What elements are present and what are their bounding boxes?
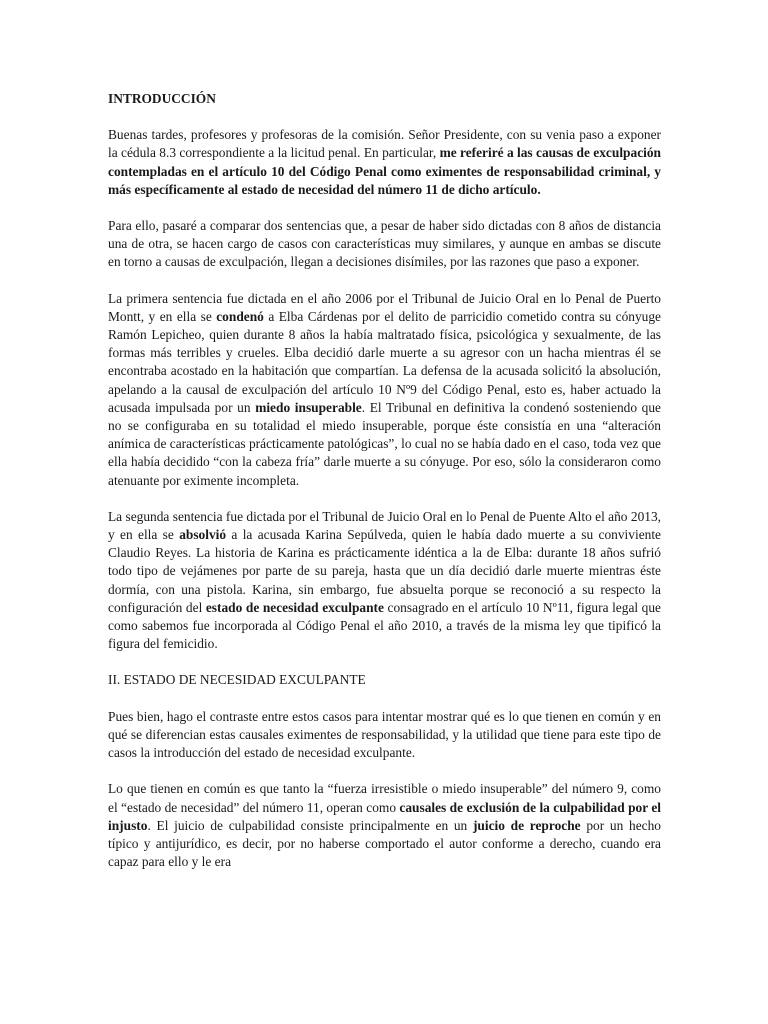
heading-section-2: II. ESTADO DE NECESIDAD EXCULPANTE xyxy=(108,672,366,688)
paragraph-4-text-a: La segunda sentencia fue dictada por el Tribunal de Juicio Oral en lo Penal de Puente Alto el año 2013, y en ella se xyxy=(108,508,661,543)
paragraph-3-bold-miedo: miedo insuperable xyxy=(255,399,362,415)
paragraph-6-text-a: Lo que tienen en común es que tanto la “fuerza irresistible o miedo insuperable” del número 9, como el “estado de necesidad” del número 11, operan como xyxy=(108,781,661,815)
paragraph-6-bold-juicio: juicio de reproche xyxy=(472,817,581,833)
paragraph-3 xyxy=(108,290,661,490)
paragraph-4-text-e: consagrado en el artículo 10 Nº11, figura legal que como sabemos fue incorporada al Código Penal el año 2010, a través de la misma ley que tipificó la figura del femicidio. xyxy=(108,599,662,652)
paragraph-3-text-a: La primera sentencia fue dictada en el año 2006 por el Tribunal de Juicio Oral en lo Penal de Puerto Montt, y en ella se xyxy=(108,290,661,324)
paragraph-6-text-c: . El juicio de culpabilidad consiste principalmente en un xyxy=(147,817,473,833)
paragraph-4-bold-estado: estado de necesidad exculpante xyxy=(205,599,384,615)
paragraph-6-bold-causales: causales de exclusión de la culpabilidad por el injusto xyxy=(108,799,661,833)
paragraph-2: Para ello, pasaré a comparar dos sentencias que, a pesar de haber sido dictadas con 8 años de distancia una de otra, se hacen cargo de casos con características muy similares, y aunque en ambas se discute en torno a causas de exculpación, llegan a decisiones disímiles, por las razones que paso a exponer. xyxy=(108,218,661,270)
paragraph-4-bold-absolvio: absolvió xyxy=(179,527,227,543)
paragraph-4 xyxy=(108,508,661,654)
paragraph-1-bold: me referiré a las causas de exculpación contempladas en el artículo 10 del Código Penal como eximentes de responsabilidad criminal, y más específicamente al estado de necesidad del número 11 de dicho artículo. xyxy=(108,145,661,197)
paragraph-5: Pues bien, hago el contraste entre estos casos para intentar mostrar qué es lo que tienen en común y en qué se diferencian estas causales eximentes de responsabilidad, y la utilidad que tiene para este tipo de casos la introducción del estado de necesidad exculpante. xyxy=(108,708,661,761)
paragraph-3-text-e: . El Tribunal en definitiva la condenó sosteniendo que no se configuraba en su totalidad el miedo insuperable, porque éste consistía en una “alteración anímica de características prácticamente patológicas”, lo cual no se había dado en el caso, toda vez que ella había decidido “con la cabeza fría” darle muerte a su cónyuge. Por eso, sólo la consideraron como atenuante por eximente incompleta. xyxy=(108,399,661,488)
paragraph-1-text: Buenas tardes, profesores y profesoras de la comisión. Señor Presidente, con su venia paso a exponer la cédula 8.3 correspondiente a la licitud penal. En particular, xyxy=(108,127,661,161)
paragraph-6 xyxy=(108,780,661,871)
paragraph-4-text-c: a la acusada Karina Sepúlveda, quien le había dado muerte a su conviviente Claudio Reyes. La historia de Karina es prácticamente idéntica a la de Elba: durante 18 años sufrió todo tipo de vejámenes por parte de su pareja, hasta que un día decidió darle muerte mientras éste dormía, con una pistola. Karina, sin embargo, fue absuelta porque se reconoció a su respecto la configuración del xyxy=(108,527,661,615)
paragraph-3-text-c: a Elba Cárdenas por el delito de parricidio cometido contra su cónyuge Ramón Lepicheo, quien durante 8 años la había maltratado física, psicológica y sexualmente, de las formas más terribles y crueles. Elba decidió darle muerte a su agresor con un hacha mientras él se encontraba acostado en la habitación que compartían. La defensa de la acusada solicitó la absolución, apelando a la causal de exculpación del artículo 10 Nº9 del Código Penal, esto es, haber actuado la acusada impulsada por un xyxy=(108,308,662,415)
paragraph-6-text-e: por un hecho típico y antijurídico, es decir, por no haberse comportado el autor conforme a derecho, cuando era capaz para ello y le era xyxy=(108,817,661,870)
document-body xyxy=(108,90,661,889)
heading-introduccion: INTRODUCCIÓN xyxy=(108,91,216,106)
paragraph-1 xyxy=(108,126,661,199)
paragraph-3-bold-condeno: condenó xyxy=(216,308,264,324)
